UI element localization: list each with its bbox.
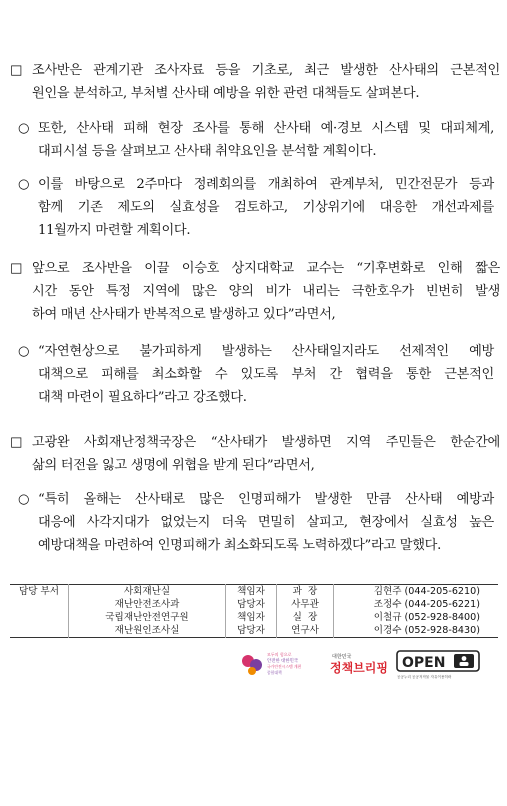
text-line: 11월까지 마련할 계획이다. <box>38 223 191 238</box>
text-line: 하여 매년 산사태가 반복적으로 발생하고 있다”라면서, <box>32 307 336 322</box>
contact-cell: 김현주 (044-205-6210) <box>373 586 480 597</box>
text-line: 함께 기존 제도의 실효성을 검토하고, 기상위기에 대응한 개선과제를 <box>38 200 494 215</box>
role-cell: 책임자 <box>226 611 277 624</box>
open-text: OPEN <box>402 655 446 671</box>
position-cell: 과 장 <box>277 585 334 599</box>
circle-bullet: ○ <box>18 344 30 359</box>
text-line: 원인을 분석하고, 부처별 산사태 예방을 위한 관련 대책들도 살펴본다. <box>32 86 420 101</box>
text-line: 고광완 사회재난정책국장은 “산사태가 발생하면 지역 주민들은 한순간에 <box>32 435 500 450</box>
open-sub: 공공누리 공공저작물 자유이용허락 <box>397 675 452 679</box>
footer-logos <box>0 646 507 686</box>
role-cell: 담당자 <box>226 624 277 638</box>
campaign-line: 모두의 힘으로 <box>267 652 292 657</box>
org-cell: 국립재난안전연구원 <box>69 611 226 624</box>
square-bullet: □ <box>10 261 23 276</box>
table-row <box>10 624 498 638</box>
department-label: 담당 부서 <box>10 585 69 638</box>
campaign-line: 안전한 대한민국 <box>267 659 299 664</box>
text-line: 대책 마련이 필요하다”라고 강조했다. <box>38 390 247 405</box>
table-row <box>10 611 498 624</box>
text-line: 또한, 산사태 피해 현장 조사를 통해 산사태 예·경보 시스템 및 대피체계, <box>38 121 494 136</box>
table-row <box>10 598 498 611</box>
contact-cell: 이철규 (052-928-8400) <box>373 612 480 623</box>
role-cell: 담당자 <box>226 598 277 611</box>
square-bullet: □ <box>10 63 23 78</box>
table-row <box>10 585 498 599</box>
briefing-top: 대한민국 <box>332 654 352 660</box>
position-cell: 실 장 <box>277 611 334 624</box>
contact-cell: 이경수 (052-928-8430) <box>373 625 480 636</box>
org-cell: 재난안전조사과 <box>69 598 226 611</box>
contact-cell: 조정수 (044-205-6221) <box>373 599 480 610</box>
text-line: 대피시설 등을 살펴보고 산사태 취약요인을 분석할 계획이다. <box>38 144 377 159</box>
role-cell: 책임자 <box>226 585 277 599</box>
text-line: 대응에 사각지대가 없었는지 더욱 면밀히 살피고, 현장에서 실효성 높은 <box>38 515 494 530</box>
text-line: “자연현상으로 불가피하게 발생하는 산사태일지라도 선제적인 예방 <box>38 344 494 359</box>
open-license-logo <box>396 650 480 680</box>
text-line: 예방대책을 마련하여 인명피해가 최소화되도록 노력하겠다”라고 말했다. <box>38 538 441 553</box>
circle-bullet: ○ <box>18 177 30 192</box>
text-line: “특히 올해는 산사태로 많은 인명피해가 발생한 만큼 산사태 예방과 <box>38 492 494 507</box>
safety-campaign-logo <box>240 650 320 678</box>
position-cell: 연구사 <box>277 624 334 638</box>
text-line: 조사반은 관계기관 조사자료 등을 기초로, 최근 발생한 산사태의 근본적인 <box>32 63 500 78</box>
text-line: 대책으로 피해를 최소화할 수 있도록 부처 간 협력을 통한 근본적인 <box>38 367 494 382</box>
text-line: 이를 바탕으로 2주마다 정례회의를 개최하여 관계부처, 민간전문가 등과 <box>38 177 494 192</box>
text-line: 삶의 터전을 잃고 생명에 위협을 받게 된다”라면서, <box>32 458 315 473</box>
text-line: 시간 동안 특정 지역에 많은 양의 비가 내리는 극한호우가 빈번히 발생 <box>32 284 500 299</box>
circle-bullet: ○ <box>18 492 30 507</box>
policy-briefing-logo <box>328 650 388 680</box>
org-cell: 재난원인조사실 <box>69 624 226 638</box>
text-line: 앞으로 조사반을 이끌 이승호 상지대학교 교수는 “기후변화로 인해 짧은 <box>32 261 500 276</box>
org-cell: 사회재난실 <box>69 585 226 599</box>
briefing-main: 정책브리핑 <box>330 661 388 675</box>
position-cell: 사무관 <box>277 598 334 611</box>
square-bullet: □ <box>10 435 23 450</box>
contact-table <box>10 584 498 638</box>
circle-bullet: ○ <box>18 121 30 136</box>
campaign-line: 종합대책 <box>267 670 282 675</box>
campaign-line: 국가안전시스템 개편 <box>267 664 302 669</box>
